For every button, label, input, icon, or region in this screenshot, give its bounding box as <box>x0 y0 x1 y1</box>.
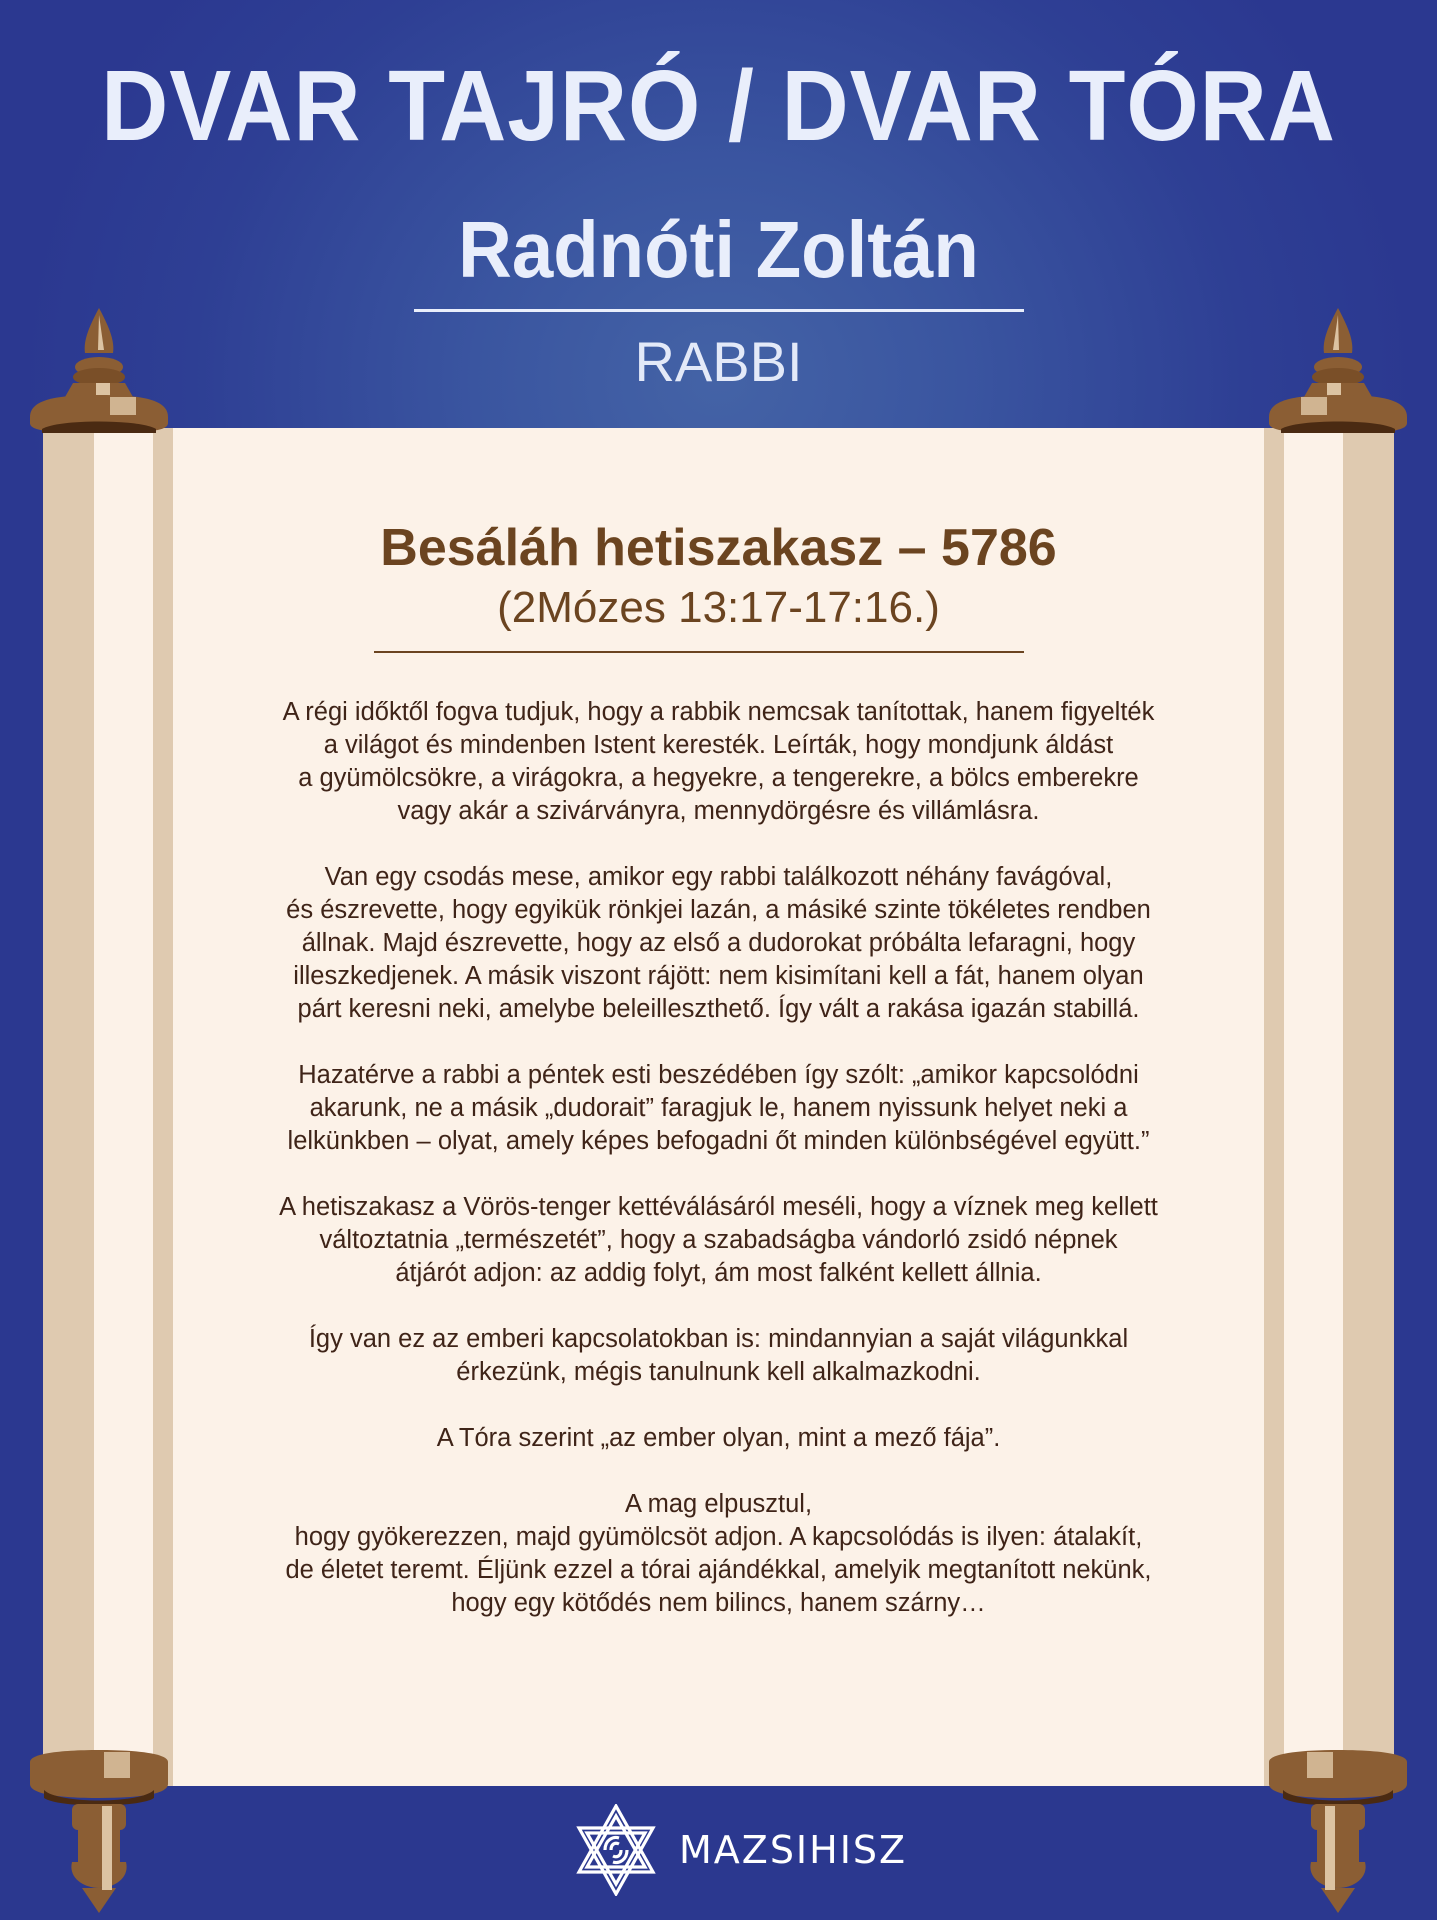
parchment-right-shadow <box>1264 428 1284 1786</box>
text-line: hogy egy kötődés nem bilincs, hanem szárny… <box>451 1589 986 1617</box>
paragraph-2 <box>173 861 1264 1026</box>
text-line: A Tóra szerint „az ember olyan, mint a mező fája”. <box>436 1424 1001 1452</box>
author-name: Radnóti Zoltán <box>458 205 979 294</box>
text-line: hogy gyökerezzen, majd gyümölcsöt adjon. A kapcsolódás is ilyen: átalakít, <box>294 1523 1143 1551</box>
text-line: de életet teremt. Éljünk ezzel a tórai ajándékkal, amelyik megtanított nekünk, <box>285 1556 1152 1584</box>
right-scroll-roller <box>1284 418 1394 1788</box>
right-bottom-finial-icon <box>1267 1748 1409 1918</box>
text-line: vagy akár a szivárványra, mennydörgésre és villámlásra. <box>397 797 1040 825</box>
sermon-body <box>173 696 1264 1653</box>
page-title: DVAR TAJRÓ / DVAR TÓRA <box>101 50 1336 162</box>
right-top-finial-icon <box>1267 305 1409 435</box>
mazsihisz-logo <box>575 1800 907 1900</box>
text-line: A régi időktől fogva tudjuk, hogy a rabbik nemcsak tanítottak, hanem figyelték <box>282 698 1155 726</box>
text-line: akarunk, ne a másik „dudorait” faragjuk le, hanem nyissunk helyet neki a <box>309 1094 1128 1122</box>
text-line: és észrevette, hogy egyikük rönkjei lazán, a másiké szinte tökéletes rendben <box>286 896 1151 924</box>
text-line: illeszkedjenek. A másik viszont rájött: nem kisimítani kell a fát, hanem olyan <box>293 962 1144 990</box>
text-line: Van egy csodás mese, amikor egy rabbi találkozott néhány favágóval, <box>324 863 1113 891</box>
text-line: Így van ez az emberi kapcsolatokban is: mindannyian a saját világunkkal <box>308 1325 1129 1353</box>
portion-heading: Besáláh hetiszakasz – 5786 <box>380 519 1057 577</box>
text-line: A hetiszakasz a Vörös-tenger kettéválásáról meséli, hogy a víznek meg kellett <box>279 1193 1158 1221</box>
header-divider <box>414 309 1024 312</box>
paragraph-6 <box>173 1422 1264 1455</box>
text-line: lelkünkben – olyat, amely képes befogadni őt minden különbségével együtt.” <box>287 1127 1150 1155</box>
text-line: a gyümölcsökre, a virágokra, a hegyekre, a tengerekre, a bölcs emberekre <box>298 764 1139 792</box>
text-line: átjárót adjon: az addig folyt, ám most falként kellett állnia. <box>395 1259 1042 1287</box>
paragraph-1 <box>173 696 1264 828</box>
text-line: változtatnia „természetét”, hogy a szabadságba vándorló zsidó népnek <box>319 1226 1118 1254</box>
parchment-left-shadow <box>153 428 173 1786</box>
portion-reference: (2Mózes 13:17-17:16.) <box>497 583 940 632</box>
text-line: párt keresni neki, amelybe beleilleszthető. Így vált a rakása igazán stabillá. <box>297 995 1140 1023</box>
author-role: RABBI <box>634 330 803 393</box>
heading-divider <box>374 651 1024 653</box>
text-line: állnak. Majd észrevette, hogy az első a dudorokat próbálta lefaragni, hogy <box>301 929 1136 957</box>
paragraph-7 <box>173 1488 1264 1620</box>
logo-text: MAZSIHISZ <box>679 1828 908 1872</box>
left-scroll-roller <box>43 418 153 1788</box>
text-line: a világot és mindenben Istent keresték. Leírták, hogy mondjunk áldást <box>323 731 1114 759</box>
left-bottom-finial-icon <box>28 1748 170 1918</box>
star-of-david-swirl-icon <box>575 1804 657 1896</box>
text-line: Hazatérve a rabbi a péntek esti beszédében így szólt: „amikor kapcsolódni <box>298 1061 1139 1089</box>
text-line: A mag elpusztul, <box>624 1490 813 1518</box>
paragraph-4 <box>173 1191 1264 1290</box>
paragraph-5 <box>173 1323 1264 1389</box>
text-line: érkezünk, mégis tanulnunk kell alkalmazkodni. <box>456 1358 981 1386</box>
paragraph-3 <box>173 1059 1264 1158</box>
left-top-finial-icon <box>28 305 170 435</box>
